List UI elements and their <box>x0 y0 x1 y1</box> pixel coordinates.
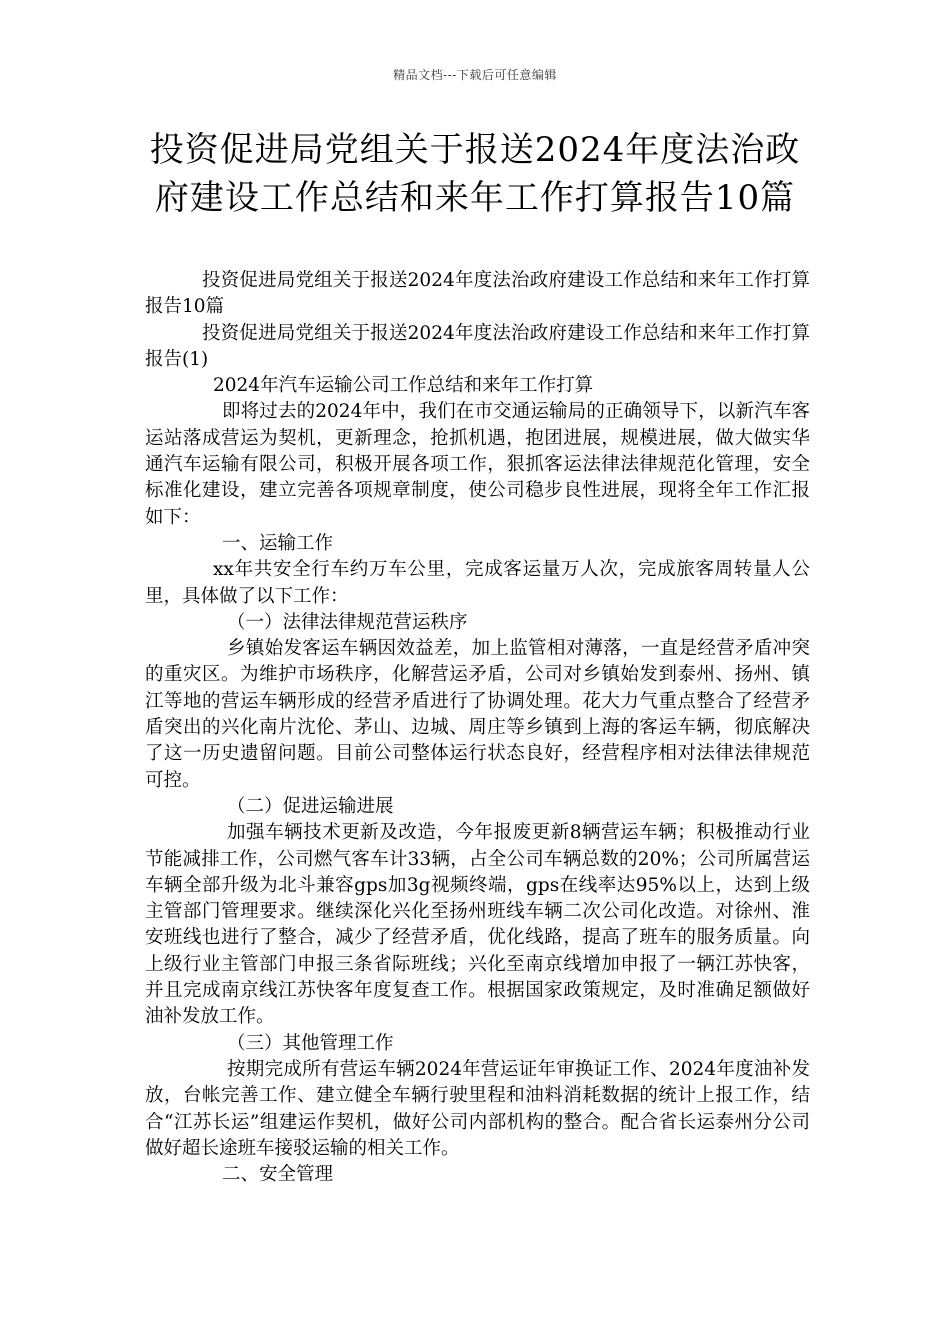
document-body <box>145 268 810 1188</box>
paragraph-intro-title: 投资促进局党组关于报送2024年度法治政府建设工作总结和来年工作打算报告10篇 <box>145 270 810 318</box>
paragraph-annual-stats: xx年共安全行车约万车公里，完成客运量万人次，完成旅客周转量人公里，具体做了以下工作： <box>145 559 810 607</box>
heading-regulate-order: （一）法律法律规范营运秩序 <box>227 611 468 633</box>
heading-transport-work: 一、运输工作 <box>222 532 334 554</box>
heading-promote-transport: （二）促进运输进展 <box>227 795 394 817</box>
paragraph-section-title: 2024年汽车运输公司工作总结和来年工作打算 <box>213 375 594 397</box>
heading-other-management: （三）其他管理工作 <box>227 1032 394 1054</box>
paragraph-other-management: 按期完成所有营运车辆2024年营运证年审换证工作、2024年度油补发放，台帐完善工作、建立健全车辆行驶里程和油料消耗数据的统计上报工作，结合“江苏长运”组建运作契机，做好公司内部机构的整合。配合省长运泰州分公司做好超长途班车接驳运输的相关工作。 <box>145 1058 810 1159</box>
header-note: 精品文档---下载后可任意编辑 <box>393 68 557 82</box>
document-title: 投资促进局党组关于报送2024年度法治政府建设工作总结和来年工作打算报告10篇 <box>149 130 801 218</box>
paragraph-opening: 即将过去的2024年中，我们在市交通运输局的正确领导下，以新汽车客运站落成营运为契机，更新理念，抢抓机遇，抱团进展，规模进展，做大做实华通汽车运输有限公司，积极开展各项工作，狠抓客运法律法律规范化管理，安全标准化建设，建立完善各项规章制度，使公司稳步良性进展，现将全年工作汇报如下： <box>145 401 810 528</box>
paragraph-regulate-order: 乡镇始发客运车辆因效益差，加上监管相对薄落，一直是经营矛盾冲突的重灾区。为维护市场秩序，化解营运矛盾，公司对乡镇始发到泰州、扬州、镇江等地的营运车辆形成的经营矛盾进行了协调处理。花大力气重点整合了经营矛盾突出的兴化南片沈伦、茅山、边城、周庄等乡镇到上海的客运车辆，彻底解决了这一历史遗留问题。目前公司整体运行状态良好，经营程序相对法律法律规范可控。 <box>145 638 810 791</box>
heading-safety-management: 二、安全管理 <box>222 1164 334 1186</box>
paragraph-report-title: 投资促进局党组关于报送2024年度法治政府建设工作总结和来年工作打算报告(1) <box>145 322 810 370</box>
paragraph-promote-transport: 加强车辆技术更新及改造，今年报废更新8辆营运车辆；积极推动行业节能减排工作，公司燃气客车计33辆，占全公司车辆总数的20%；公司所属营运车辆全部升级为北斗兼容gps加3g视频终端，gps在线率达95%以上，达到上级主管部门管理要求。继续深化兴化至扬州班线车辆二次公司化改造。对徐州、淮安班线也进行了整合，减少了经营矛盾，优化线路，提高了班车的服务质量。向上级行业主管部门申报三条省际班线；兴化至南京线增加申报了一辆江苏快客，并且完成南京线江苏快客年度复查工作。根据国家政策规定，及时准确足额做好油补发放工作。 <box>145 822 810 1028</box>
